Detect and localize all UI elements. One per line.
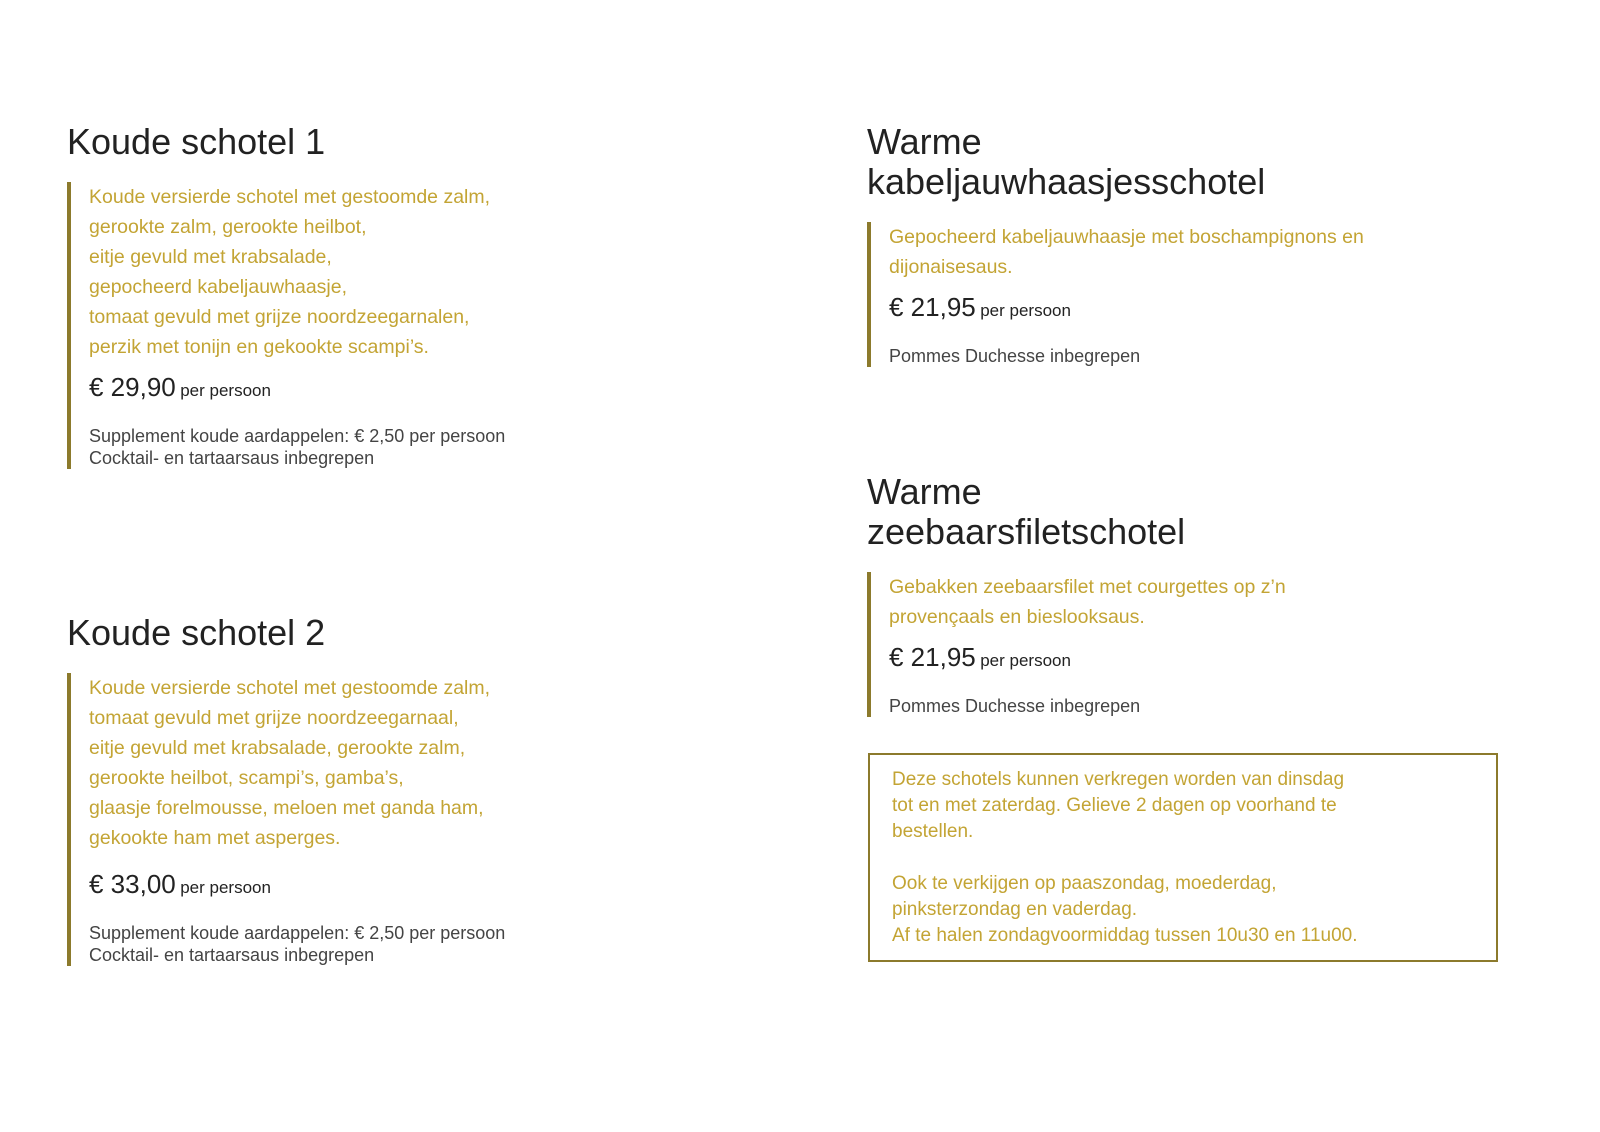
- description: [889, 572, 1286, 632]
- section-content: [867, 222, 1364, 367]
- info-line: tot en met zaterdag. Gelieve 2 dagen op voorhand te: [892, 795, 1337, 816]
- title-line: kabeljauwhaasjesschotel: [867, 161, 1266, 202]
- desc-line: gepocheerd kabeljauwhaasje,: [89, 276, 348, 298]
- price-unit: per persoon: [980, 301, 1071, 320]
- price-unit: per persoon: [180, 878, 271, 897]
- section-koude-schotel-2: [67, 613, 505, 966]
- section-content: [867, 572, 1286, 717]
- description: [889, 222, 1364, 282]
- notes: [89, 922, 505, 966]
- title-line: Koude schotel 2: [67, 612, 326, 653]
- section-title: [67, 122, 505, 162]
- desc-line: Koude versierde schotel met gestoomde zalm,: [89, 677, 491, 699]
- section-koude-schotel-1: [67, 122, 505, 469]
- price: [889, 292, 1364, 323]
- notes: [889, 345, 1364, 367]
- description: [89, 182, 505, 362]
- info-line: pinksterzondag en vaderdag.: [892, 899, 1138, 920]
- price-amount: € 21,95: [889, 642, 976, 672]
- note-line: Cocktail- en tartaarsaus inbegrepen: [89, 448, 375, 468]
- desc-line: Gepocheerd kabeljauwhaasje met boschampignons en: [889, 226, 1364, 248]
- desc-line: Koude versierde schotel met gestoomde zalm,: [89, 186, 491, 208]
- desc-line: tomaat gevuld met grijze noordzeegarnaal,: [89, 707, 459, 729]
- section-warme-kabeljauw: [867, 122, 1364, 367]
- desc-line: tomaat gevuld met grijze noordzeegarnalen,: [89, 306, 470, 328]
- note-line: Supplement koude aardappelen: € 2,50 per persoon: [89, 426, 506, 446]
- desc-line: eitje gevuld met krabsalade,: [89, 246, 332, 268]
- section-content: [67, 182, 505, 469]
- note-line: Supplement koude aardappelen: € 2,50 per persoon: [89, 923, 506, 943]
- notes: [889, 695, 1286, 717]
- section-title: [867, 472, 1286, 552]
- price: [89, 869, 505, 900]
- desc-line: Gebakken zeebaarsfilet met courgettes op z’n: [889, 576, 1286, 598]
- info-line: Deze schotels kunnen verkregen worden van dinsdag: [892, 769, 1345, 790]
- desc-line: gerookte zalm, gerookte heilbot,: [89, 216, 367, 238]
- info-line: Af te halen zondagvoormiddag tussen 10u30 en 11u00.: [892, 925, 1358, 946]
- note-line: Pommes Duchesse inbegrepen: [889, 346, 1141, 366]
- price-amount: € 29,90: [89, 372, 176, 402]
- price-amount: € 21,95: [889, 292, 976, 322]
- desc-line: gerookte heilbot, scampi’s, gamba’s,: [89, 767, 404, 789]
- desc-line: glaasje forelmousse, meloen met ganda ham,: [89, 797, 484, 819]
- info-line: bestellen.: [892, 821, 974, 842]
- title-line: Warme: [867, 121, 982, 162]
- desc-line: provençaals en bieslooksaus.: [889, 606, 1145, 628]
- desc-line: perzik met tonijn en gekookte scampi’s.: [89, 336, 429, 358]
- notes: [89, 425, 505, 469]
- title-line: Warme: [867, 471, 982, 512]
- section-content: [67, 673, 505, 966]
- price: [89, 372, 505, 403]
- price-unit: per persoon: [180, 381, 271, 400]
- info-line: Ook te verkijgen op paaszondag, moederdag,: [892, 873, 1277, 894]
- note-line: Pommes Duchesse inbegrepen: [889, 696, 1141, 716]
- description: [89, 673, 505, 853]
- title-line: zeebaarsfiletschotel: [867, 511, 1186, 552]
- info-box: [868, 753, 1498, 962]
- price-amount: € 33,00: [89, 869, 176, 899]
- desc-line: dijonaisesaus.: [889, 256, 1013, 278]
- desc-line: gekookte ham met asperges.: [89, 827, 341, 849]
- desc-line: eitje gevuld met krabsalade, gerookte zalm,: [89, 737, 466, 759]
- price-unit: per persoon: [980, 651, 1071, 670]
- section-title: [867, 122, 1364, 202]
- price: [889, 642, 1286, 673]
- title-line: Koude schotel 1: [67, 121, 326, 162]
- section-warme-zeebaars: [867, 472, 1286, 717]
- paragraph-gap: [892, 845, 1474, 871]
- note-line: Cocktail- en tartaarsaus inbegrepen: [89, 945, 375, 965]
- section-title: [67, 613, 505, 653]
